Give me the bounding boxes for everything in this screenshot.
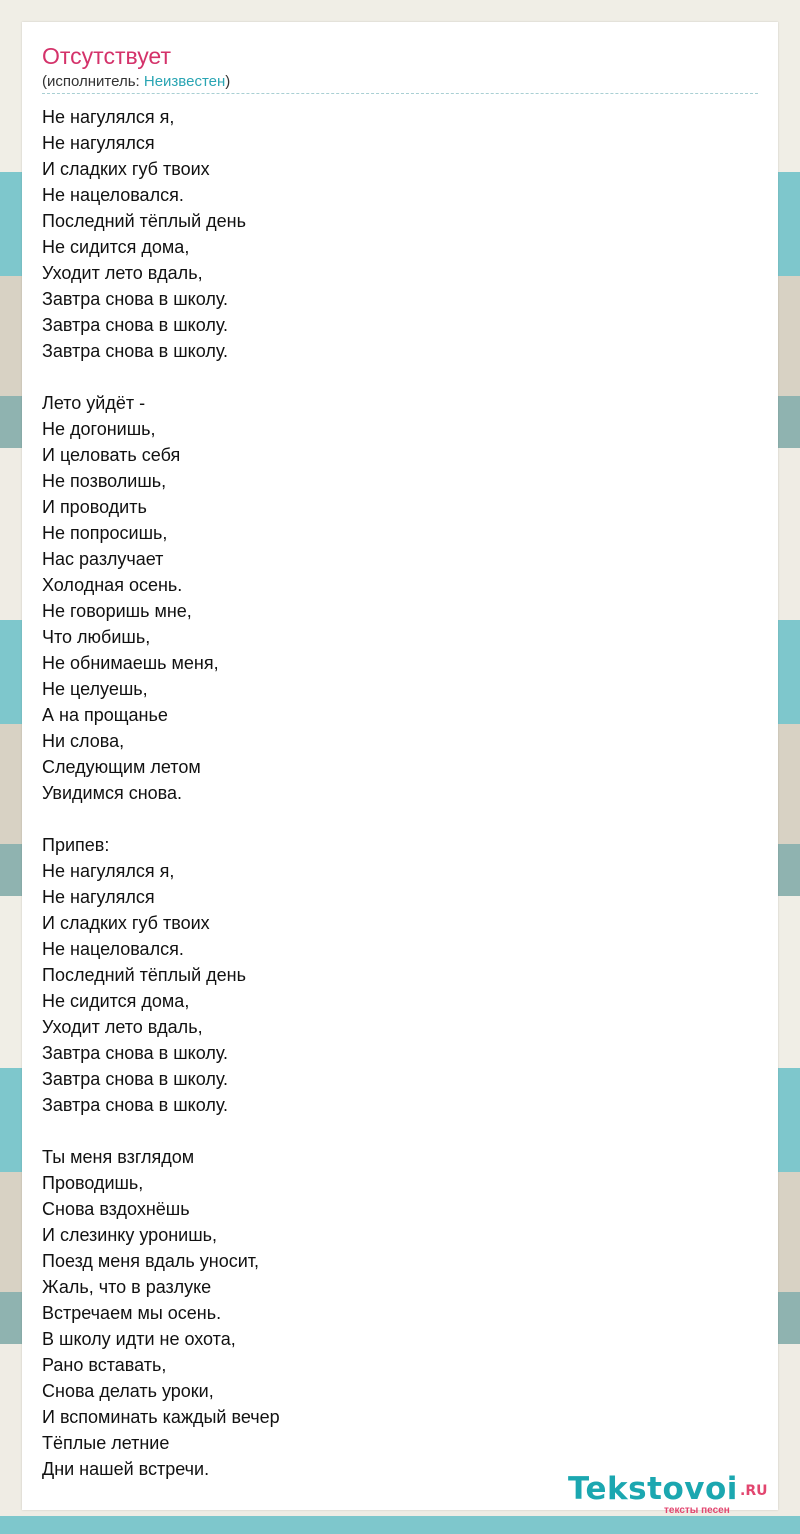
lyric-line: Нас разлучает: [42, 549, 164, 569]
logo-tagline: тексты песен: [664, 1505, 730, 1516]
lyric-line: Не нацеловался.: [42, 185, 184, 205]
lyric-line: Последний тёплый день: [42, 965, 246, 985]
lyric-line: Не догонишь,: [42, 419, 156, 439]
lyric-line: Лето уйдёт -: [42, 393, 146, 413]
lyric-line: Рано вставать,: [42, 1355, 167, 1375]
lyric-line: Уходит лето вдаль,: [42, 1017, 203, 1037]
lyric-line: Встречаем мы осень.: [42, 1303, 222, 1323]
lyric-line: Не нагулялся: [42, 133, 155, 153]
lyric-line: Не сидится дома,: [42, 991, 190, 1011]
lyric-line: Поезд меня вдаль уносит,: [42, 1251, 260, 1271]
artist-suffix: ): [225, 73, 231, 90]
lyric-line: Завтра снова в школу.: [42, 315, 229, 335]
lyric-line: Завтра снова в школу.: [42, 341, 229, 361]
lyric-line: И слезинку уронишь,: [42, 1225, 218, 1245]
lyric-line: Не нагулялся я,: [42, 107, 175, 127]
lyric-line: Завтра снова в школу.: [42, 289, 229, 309]
lyric-line: Не сидится дома,: [42, 237, 190, 257]
lyric-line: Следующим летом: [42, 757, 201, 777]
lyric-line: Снова делать уроки,: [42, 1381, 214, 1401]
lyric-line: Проводишь,: [42, 1173, 144, 1193]
logo-tld: .RU: [740, 1483, 768, 1499]
lyric-line: Снова вздохнёшь: [42, 1199, 190, 1219]
lyric-line: Не обнимаешь меня,: [42, 653, 219, 673]
lyric-line: И целовать себя: [42, 445, 181, 465]
lyric-line: В школу идти не охота,: [42, 1329, 236, 1349]
lyric-line: Тёплые летние: [42, 1433, 170, 1453]
lyric-line: И вспоминать каждый вечер: [42, 1407, 280, 1427]
lyric-line: И проводить: [42, 497, 147, 517]
logo-text: Tekstovoi: [568, 1471, 738, 1507]
lyric-line: И сладких губ твоих: [42, 913, 210, 933]
song-title: Отсутствует: [42, 43, 171, 69]
lyric-line: Припев:: [42, 835, 110, 855]
lyric-line: Не нацеловался.: [42, 939, 184, 959]
lyric-line: Ни слова,: [42, 731, 125, 751]
artist-prefix: (исполнитель:: [42, 73, 144, 90]
lyric-line: [42, 806, 280, 832]
lyric-line: Завтра снова в школу.: [42, 1069, 229, 1089]
lyric-line: Не позволишь,: [42, 471, 167, 491]
lyric-line: Не целуешь,: [42, 679, 148, 699]
lyric-line: Жаль, что в разлуке: [42, 1277, 212, 1297]
lyric-line: Не нагулялся: [42, 887, 155, 907]
lyric-line: Уходит лето вдаль,: [42, 263, 203, 283]
lyrics-text: [42, 104, 280, 1482]
lyric-line: Не попросишь,: [42, 523, 168, 543]
artist-link[interactable]: Неизвестен: [143, 73, 226, 90]
lyric-line: И сладких губ твоих: [42, 159, 210, 179]
lyric-line: Холодная осень.: [42, 575, 183, 595]
lyric-line: Завтра снова в школу.: [42, 1043, 229, 1063]
lyrics-card: [22, 22, 778, 1516]
title-divider: [42, 93, 758, 94]
lyric-line: Что любишь,: [42, 627, 151, 647]
lyric-line: А на прощанье: [42, 705, 168, 725]
lyric-line: [42, 1118, 280, 1144]
lyric-line: Завтра снова в школу.: [42, 1095, 229, 1115]
bottom-strip: [0, 1516, 800, 1534]
lyric-line: Не нагулялся я,: [42, 861, 175, 881]
lyric-line: Ты меня взглядом: [42, 1147, 195, 1167]
lyric-line: [42, 364, 280, 390]
lyric-line: Дни нашей встречи.: [42, 1459, 210, 1479]
lyric-line: Последний тёплый день: [42, 211, 246, 231]
lyric-line: Увидимся снова.: [42, 783, 183, 803]
lyric-line: Не говоришь мне,: [42, 601, 192, 621]
artist-line: [42, 72, 230, 92]
site-logo[interactable]: [568, 1471, 778, 1516]
